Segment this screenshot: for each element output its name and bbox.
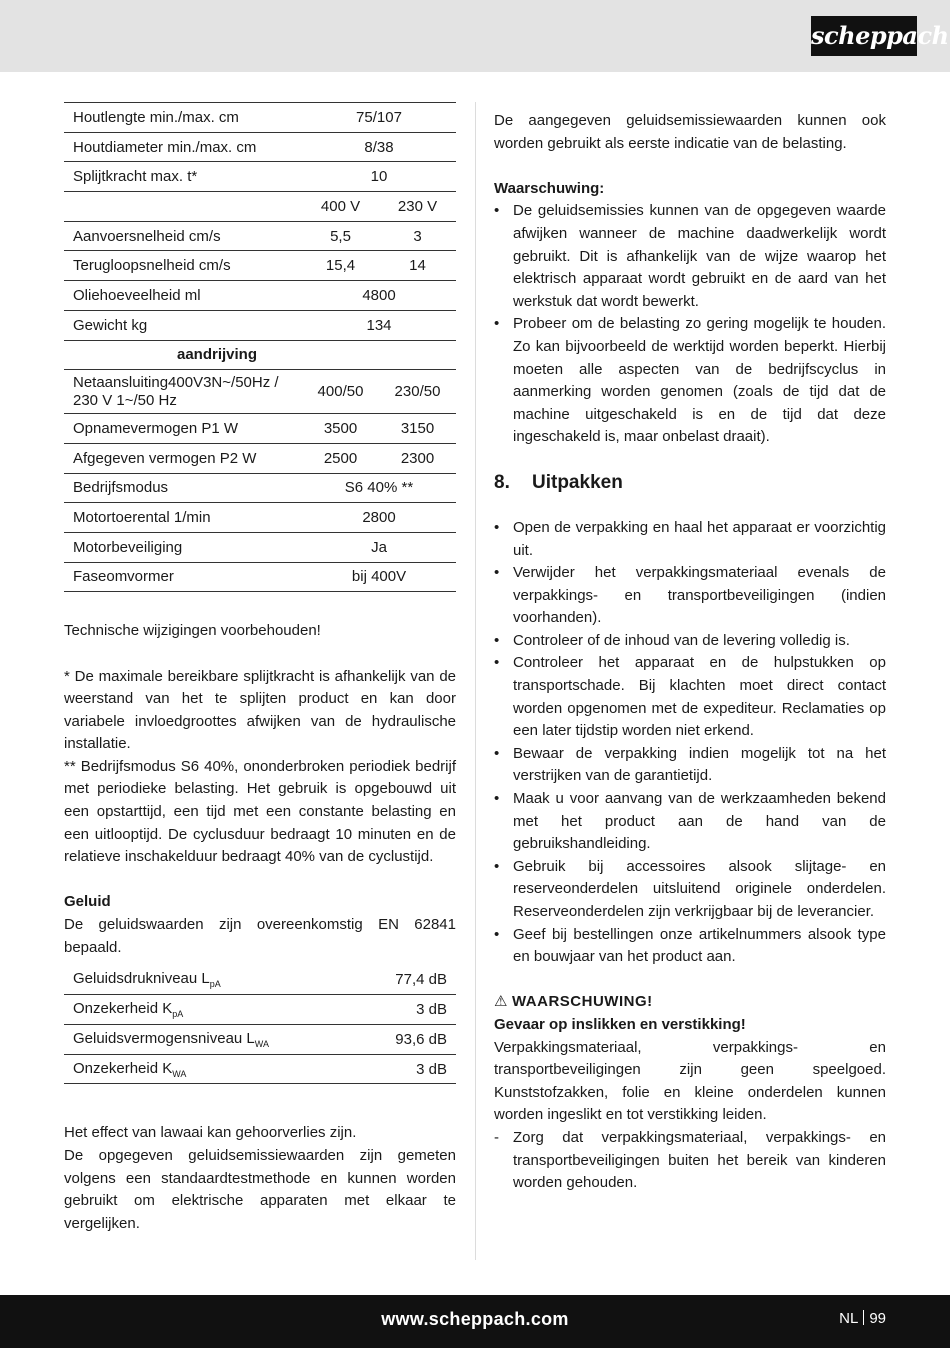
spec-value-400v: 15,4 (302, 251, 379, 281)
spec-label: Opnamevermogen P1 W (64, 414, 302, 444)
bullet-icon: • (494, 654, 500, 672)
footnote-operating-mode: ** Bedrijfsmodus S6 40%, ononderbroken periodiek bedrijf met periodieke belasting. Het gebruik is opgebouwd uit een opstarttijd, een tijd met een constante belasting en een uitlooptijd. De cyclusduur bedraagt 10 minuten en de relatieve inschakelduur bedraagt 40% van de cyclustijd. (64, 757, 456, 866)
noise-value: 93,6 dB (366, 1025, 456, 1055)
noise-label-sub: pA (172, 1009, 184, 1020)
noise-label-text: Onzekerheid K (73, 1059, 173, 1077)
spec-label: Aanvoersnelheid cm/s (64, 221, 302, 251)
table-row (64, 162, 456, 192)
noise-label (64, 995, 366, 1025)
spec-label: Afgegeven vermogen P2 W (64, 443, 302, 473)
spec-value-230v: 2300 (379, 443, 456, 473)
spec-label: Netaansluiting400V3N~/50Hz / 230 V 1~/50 Hz (64, 370, 302, 414)
spec-value-230v: 230/50 (379, 370, 456, 414)
top-bar (0, 0, 950, 72)
bullet-icon: • (494, 790, 500, 808)
list-item (494, 856, 886, 924)
unpack-list (494, 517, 886, 969)
bullet-icon: • (494, 631, 500, 649)
spec-value-400v: 2500 (302, 443, 379, 473)
warning-heading-text: WAARSCHUWING! (511, 993, 653, 1011)
table-row (64, 965, 456, 995)
table-row (64, 221, 456, 251)
list-item (494, 924, 886, 969)
table-row (64, 1025, 456, 1055)
spec-value: 134 (302, 310, 456, 340)
spec-label (64, 192, 302, 222)
table-row (64, 1054, 456, 1084)
noise-label-text: Onzekerheid K (73, 1000, 173, 1018)
spec-value: 2800 (302, 503, 456, 533)
spec-value-230v: 14 (379, 251, 456, 281)
bullet-icon: • (494, 315, 500, 333)
section-number: 8. (494, 471, 510, 493)
noise-table (64, 965, 456, 1084)
noise-label (64, 1025, 366, 1055)
spec-value: 8/38 (302, 132, 456, 162)
spec-table (64, 102, 456, 592)
list-item-text: Gebruik bij accessoires alsook slijtage- en reserveonderdelen uitsluitend originele onderdelen. Reserveonderdelen zijn verkrijgbaar bij de leverancier. (513, 857, 886, 920)
list-item-text: Open de verpakking en haal het apparaat er voorzichtig uit. (513, 518, 886, 559)
list-item-text: Probeer om de belasting zo gering mogelijk te houden. Zo kan bijvoorbeeld de werktijd worden beperkt. Hierbij moeten alle aspecten van de bedrijfscyclus in aanmerking worden genomen (zoals de tijd dat de machine uitgeschakeld is en de tijd dat deze ingeschakeld is, maar onbelast draait). (513, 315, 886, 446)
noise-standard-text: De geluidswaarden zijn overeenkomstig EN 62841 bepaald. (64, 916, 456, 956)
right-column (494, 110, 886, 1195)
table-row (64, 251, 456, 281)
spec-value: S6 40% ** (302, 473, 456, 503)
emission-intro: De aangegeven geluidsemissiewaarden kunnen ook worden gebruikt als eerste indicatie van de belasting. (494, 112, 886, 152)
noise-effect-text: Het effect van lawaai kan gehoorverlies zijn. (64, 1124, 357, 1142)
table-row (64, 503, 456, 533)
noise-label-sub: WA (172, 1068, 187, 1079)
spec-label: Houtdiameter min./max. cm (64, 132, 302, 162)
footer-bar (0, 1295, 950, 1348)
list-item (494, 652, 886, 742)
noise-label-text: Geluidsdrukniveau L (73, 970, 210, 988)
table-row (64, 310, 456, 340)
table-row (64, 281, 456, 311)
table-row (64, 414, 456, 444)
spec-label: Terugloopsnelheid cm/s (64, 251, 302, 281)
list-item-text: Verwijder het verpakkingsmateriaal evenals de verpakkings- en transportbeveiligingen (indien voorhanden). (513, 564, 886, 627)
warning-heading (494, 991, 886, 1014)
list-item (494, 743, 886, 788)
list-item-text: Maak u voor aanvang van de werkzaamheden bekend met het product aan de hand van de gebruikshandleiding. (513, 790, 886, 853)
noise-value: 77,4 dB (366, 965, 456, 995)
table-row (64, 192, 456, 222)
noise-label-sub: WA (254, 1038, 269, 1049)
noise-label (64, 1054, 366, 1084)
noise-value: 3 dB (366, 995, 456, 1025)
language-code: NL (839, 1310, 859, 1327)
footnote-splitting-force: * De maximale bereikbare splijtkracht is afhankelijk van de weerstand van het te splijten product en kan door variabele invloedgroottes afwijken van de hydraulische installatie. (64, 667, 456, 753)
warning-triangle-icon: ⚠ (494, 993, 508, 1011)
section-heading (494, 471, 886, 495)
spec-value-400v: 400/50 (302, 370, 379, 414)
spec-label: Motorbeveiliging (64, 532, 302, 562)
emission-text: De opgegeven geluidsemissiewaarden zijn gemeten volgens een standaardtestmethode en kunnen worden gebruikt om elektrische apparaten met elkaar te vergelijken. (64, 1147, 456, 1232)
page-separator (863, 1310, 864, 1325)
spec-value-400v: 3500 (302, 414, 379, 444)
table-row (64, 370, 456, 414)
noise-value: 3 dB (366, 1054, 456, 1084)
list-item-text: Controleer of de inhoud van de levering volledig is. (513, 631, 850, 649)
column-divider (475, 102, 476, 1260)
spec-value-400v: 400 V (302, 192, 379, 222)
list-item-text: Controleer het apparaat en de hulpstukken op transportschade. Bij klachten moet direct contact worden opgenomen met de expediteur. Reclamaties op een later tijdstip worden niet erkend. (513, 654, 886, 740)
footer-website-link[interactable]: www.scheppach.com (381, 1309, 569, 1329)
bullet-icon: • (494, 564, 500, 582)
spec-value: Ja (302, 532, 456, 562)
bullet-icon: • (494, 518, 500, 536)
spec-value: 75/107 (302, 103, 456, 133)
warning-dash-list (494, 1127, 886, 1195)
spec-value-230v: 3150 (379, 414, 456, 444)
warning-subheading: Gevaar op inslikken en verstikking! (494, 1015, 746, 1033)
noise-label-text: Geluidsvermogensniveau L (73, 1029, 255, 1047)
page-indicator (839, 1310, 886, 1327)
bullet-icon: • (494, 857, 500, 875)
list-item (494, 517, 886, 562)
list-item (494, 313, 886, 449)
bullet-icon: • (494, 202, 500, 220)
spec-label: Oliehoeveelheid ml (64, 281, 302, 311)
list-item (494, 562, 886, 630)
table-row (64, 340, 456, 370)
list-item-text: De geluidsemissies kunnen van de opgegeven waarde afwijken wanneer de machine daadwerkelijk wordt gebruikt. Dit is afhankelijk van de wijze waarop het elektrisch apparaat wordt gebruikt en de aard van het werkstuk dat wordt bewerkt. (513, 202, 886, 310)
spec-value-230v: 230 V (379, 192, 456, 222)
spec-label: Splijtkracht max. t* (64, 162, 302, 192)
brand-logo: scheppach (811, 16, 917, 56)
left-column (64, 102, 456, 1235)
spec-value-230v: 3 (379, 221, 456, 251)
spec-value: bij 400V (302, 562, 456, 592)
noise-heading: Geluid (64, 893, 111, 911)
warning-text: Verpakkingsmateriaal, verpakkings- en transportbeveiligingen zijn geen speelgoed. Kunststofzakken, folie en kleine onderdelen kunnen worden ingeslikt en tot verstikking leiden. (494, 1038, 886, 1124)
spec-label: Faseomvormer (64, 562, 302, 592)
bullet-icon: • (494, 925, 500, 943)
table-row (64, 995, 456, 1025)
tech-note: Technische wijzigingen voorbehouden! (64, 622, 321, 640)
list-item-text: Zorg dat verpakkingsmateriaal, verpakkings- en transportbeveiligingen buiten het bereik van kinderen worden gehouden. (513, 1128, 886, 1192)
noise-label (64, 965, 366, 995)
spec-label: Motortoerental 1/min (64, 503, 302, 533)
dash-icon: - (494, 1128, 499, 1146)
section-title: Uitpakken (532, 471, 623, 493)
spec-value: 10 (302, 162, 456, 192)
table-row (64, 473, 456, 503)
list-item-text: Geef bij bestellingen onze artikelnummers alsook type en bouwjaar van het product aan. (513, 925, 886, 966)
spec-value-400v: 5,5 (302, 221, 379, 251)
page-number: 99 (869, 1310, 886, 1327)
spec-label: Houtlengte min./max. cm (64, 103, 302, 133)
table-row (64, 132, 456, 162)
noise-label-sub: pA (209, 979, 221, 990)
list-item (494, 1127, 886, 1195)
list-item (494, 788, 886, 856)
list-item-text: Bewaar de verpakking indien mogelijk tot na het verstrijken van de garantietijd. (513, 744, 886, 785)
list-item (494, 630, 886, 653)
bullet-icon: • (494, 744, 500, 762)
spec-label: Bedrijfsmodus (64, 473, 302, 503)
warning-list (494, 200, 886, 449)
table-row (64, 443, 456, 473)
table-row (64, 562, 456, 592)
list-item (494, 200, 886, 313)
spec-label: Gewicht kg (64, 310, 302, 340)
warning-label: Waarschuwing: (494, 179, 605, 197)
table-row (64, 532, 456, 562)
spec-value: 4800 (302, 281, 456, 311)
spec-subheading: aandrijving (64, 340, 456, 370)
table-row (64, 103, 456, 133)
